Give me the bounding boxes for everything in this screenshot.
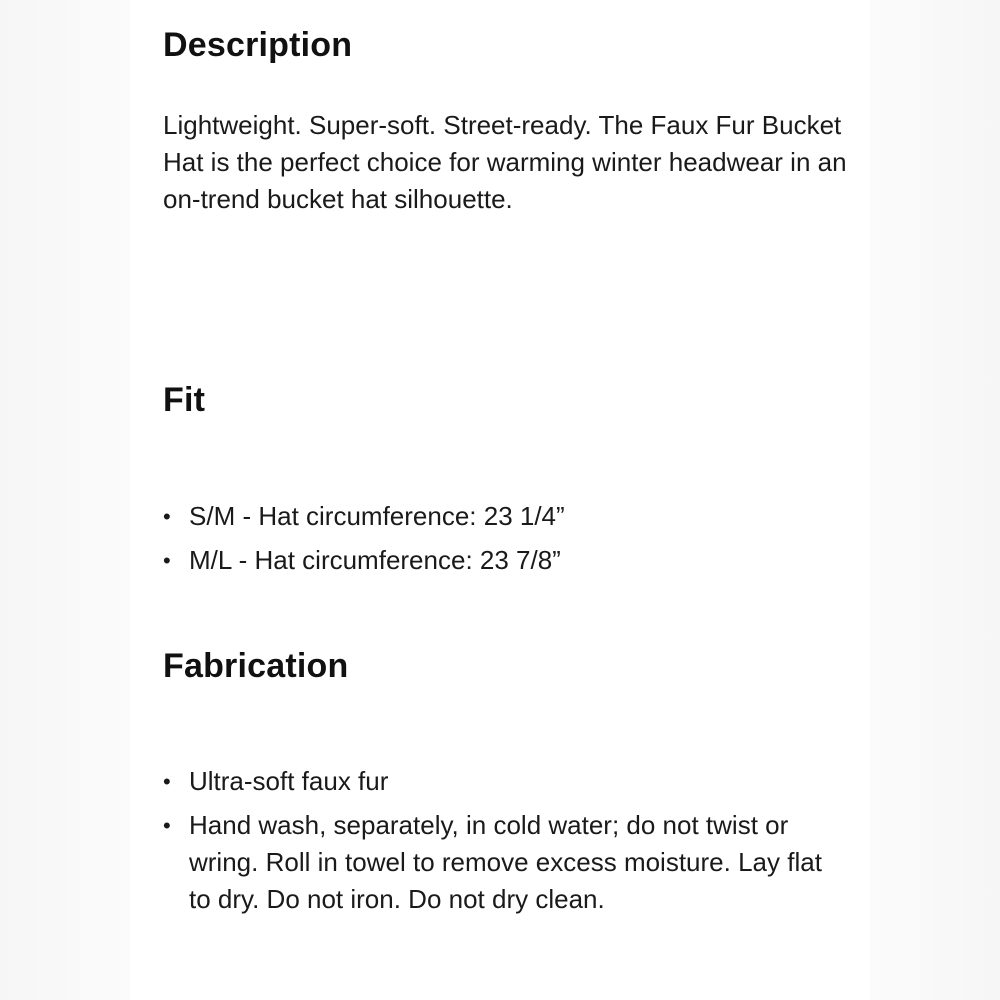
fabrication-list <box>163 763 843 925</box>
description-heading: Description <box>163 26 353 64</box>
fabrication-item-material: Ultra-soft faux fur <box>189 766 389 796</box>
fit-item-ml: M/L - Hat circumference: 23 7/8” <box>189 545 561 575</box>
bullet-icon: • <box>163 548 171 573</box>
bullet-icon: • <box>163 504 171 529</box>
fit-heading: Fit <box>163 381 206 419</box>
fabrication-item-care: Hand wash, separately, in cold water; do not twist or wring. Roll in towel to remove excess moisture. Lay flat to dry. Do not iron. Do not dry clean. <box>189 810 822 914</box>
background-left <box>0 0 130 1000</box>
fit-list <box>163 498 813 586</box>
list-item <box>163 542 813 579</box>
description-text: Lightweight. Super-soft. Street-ready. The Faux Fur Bucket Hat is the perfect choice for warming winter headwear in an on-trend bucket hat silhouette. <box>163 110 847 214</box>
bullet-icon: • <box>163 769 171 794</box>
list-item <box>163 763 843 800</box>
background-right <box>870 0 1000 1000</box>
list-item <box>163 807 843 918</box>
bullet-icon: • <box>163 813 171 838</box>
fit-item-sm: S/M - Hat circumference: 23 1/4” <box>189 501 565 531</box>
fabrication-heading: Fabrication <box>163 647 349 685</box>
list-item <box>163 498 813 535</box>
